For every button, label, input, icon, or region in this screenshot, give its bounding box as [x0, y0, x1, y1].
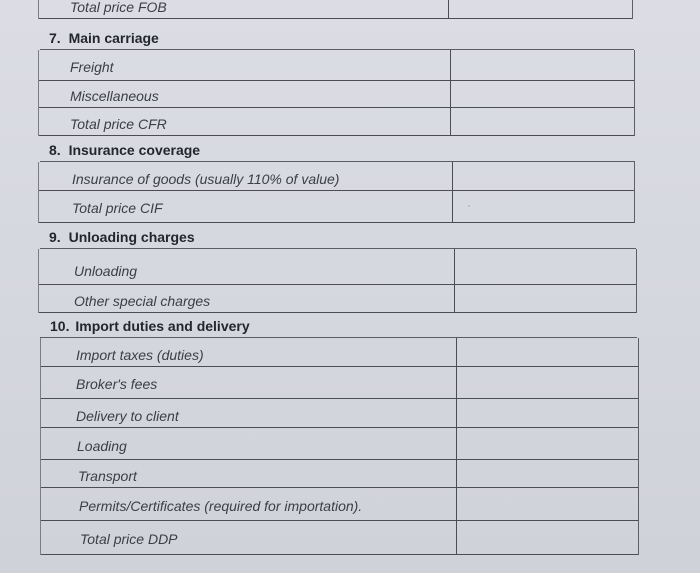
section-title: Insurance coverage [68, 142, 201, 158]
row-insurance-of-goods [38, 162, 635, 191]
section-number: 8. [49, 142, 61, 158]
paper-speck [468, 205, 470, 207]
section-number: 7. [49, 30, 61, 46]
table-right-border [632, 0, 633, 19]
row-transport [40, 460, 639, 488]
row-label: Miscellaneous [70, 88, 159, 104]
section-label [49, 229, 195, 245]
row-label: Delivery to client [76, 408, 179, 424]
row-permits-certificates [40, 488, 639, 521]
row-label: Permits/Certificates (required for importation). [79, 498, 363, 514]
row-label: Unloading [74, 263, 138, 279]
value-column-divider [448, 0, 449, 19]
row-other-special-charges [38, 285, 636, 313]
row-freight [38, 50, 634, 81]
row-total-price-cfr [38, 108, 634, 136]
section-heading-unloading-charges [40, 223, 636, 249]
row-loading [40, 428, 639, 460]
section-label [49, 142, 200, 158]
row-unloading [38, 249, 636, 285]
row-label: Broker's fees [76, 376, 158, 392]
row-total-price-cif [38, 191, 635, 223]
row-label: Transport [78, 468, 137, 484]
row-label: Total price DDP [80, 531, 178, 547]
row-label: Total price FOB [70, 0, 167, 15]
table-left-border [38, 162, 39, 223]
value-column-divider [450, 50, 451, 136]
value-column-divider [456, 338, 457, 555]
section-heading-main-carriage [40, 19, 634, 50]
table-left-border [38, 0, 39, 19]
row-total-price-fob [38, 0, 632, 19]
row-import-taxes [40, 338, 639, 367]
section-title: Import duties and delivery [75, 318, 250, 334]
row-delivery-to-client [40, 399, 639, 428]
row-total-price-ddp [40, 521, 639, 555]
row-label: Freight [70, 59, 114, 75]
section-title: Unloading charges [68, 229, 195, 245]
table-right-border [634, 50, 635, 136]
table-left-border [38, 249, 39, 313]
row-brokers-fees [40, 367, 639, 399]
row-label: Total price CIF [72, 200, 163, 216]
value-column-divider [454, 249, 455, 313]
row-label: Import taxes (duties) [76, 347, 204, 363]
section-number: 9. [49, 229, 61, 245]
section-heading-insurance-coverage [40, 136, 635, 162]
row-label: Loading [77, 438, 127, 454]
section-heading-import-duties [40, 313, 637, 338]
row-miscellaneous [38, 81, 634, 108]
section-label [50, 318, 250, 334]
table-right-border [638, 338, 639, 555]
row-label: Other special charges [74, 293, 211, 309]
row-label: Insurance of goods (usually 110% of value) [72, 171, 340, 187]
value-column-divider [452, 162, 453, 223]
table-right-border [634, 162, 635, 223]
section-label [49, 30, 159, 46]
section-number: 10. [50, 318, 70, 334]
table-left-border [40, 338, 41, 555]
table-left-border [38, 50, 39, 136]
table-right-border [636, 249, 637, 313]
row-label: Total price CFR [70, 116, 167, 132]
section-title: Main carriage [68, 30, 159, 46]
